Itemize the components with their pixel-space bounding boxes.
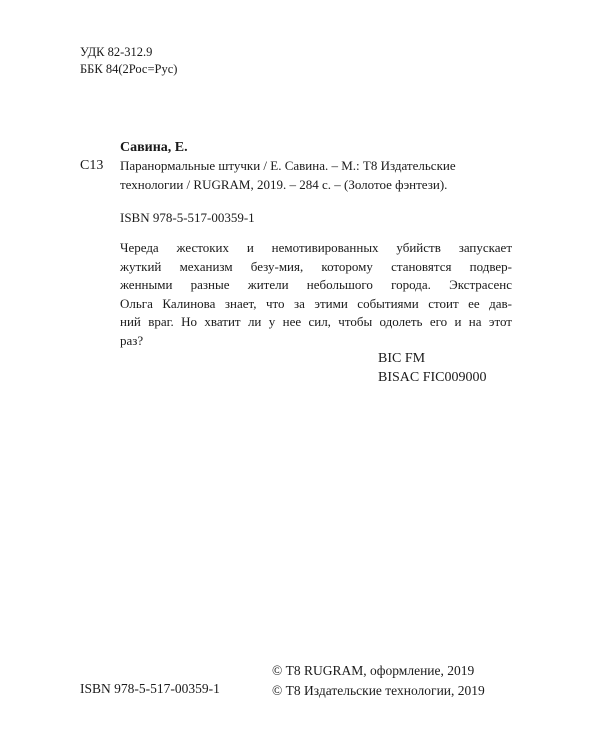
author-name: Савина, Е. [120,140,188,155]
annotation-line: Череда жестоких и немотивированных убийств запускает [120,240,512,255]
bibliographic-description-line-1: Паранормальные штучки / Е. Савина. – М.: Т8 Издательские [120,158,456,173]
isbn-entry: ISBN 978-5-517-00359-1 [120,210,255,225]
bibliographic-description-line-2: технологии / RUGRAM, 2019. – 284 с. – (Золотое фэнтези). [120,177,448,192]
annotation-line: раз? [120,332,144,348]
annotation-line: жуткий механизм безу-мия, которому становятся подвер- [120,258,512,274]
annotation-line: Ольга Калинова знает, что за этими событиями стоит ее дав- [120,295,512,311]
footer-isbn: ISBN 978-5-517-00359-1 [80,681,220,696]
author-sign: С13 [80,158,104,173]
annotation-line: ний враг. Но хватит ли у нее сил, чтобы одолеть его и на этот [120,314,512,330]
copyright-publisher: © Т8 Издательские технологии, 2019 [272,682,485,698]
bic-code: BIC FM [378,351,426,366]
bbk-code: ББК 84(2Рос=Рус) [80,62,178,76]
copyright-design: © Т8 RUGRAM, оформление, 2019 [272,663,475,678]
copyright-block [272,661,485,700]
udk-code: УДК 82-312.9 [80,45,153,59]
bisac-code: BISAC FIC009000 [378,370,487,385]
classification-codes [378,349,487,387]
annotation [120,239,512,351]
annotation-line: женными разные жители небольшого города. Экстрасенс [120,277,512,293]
